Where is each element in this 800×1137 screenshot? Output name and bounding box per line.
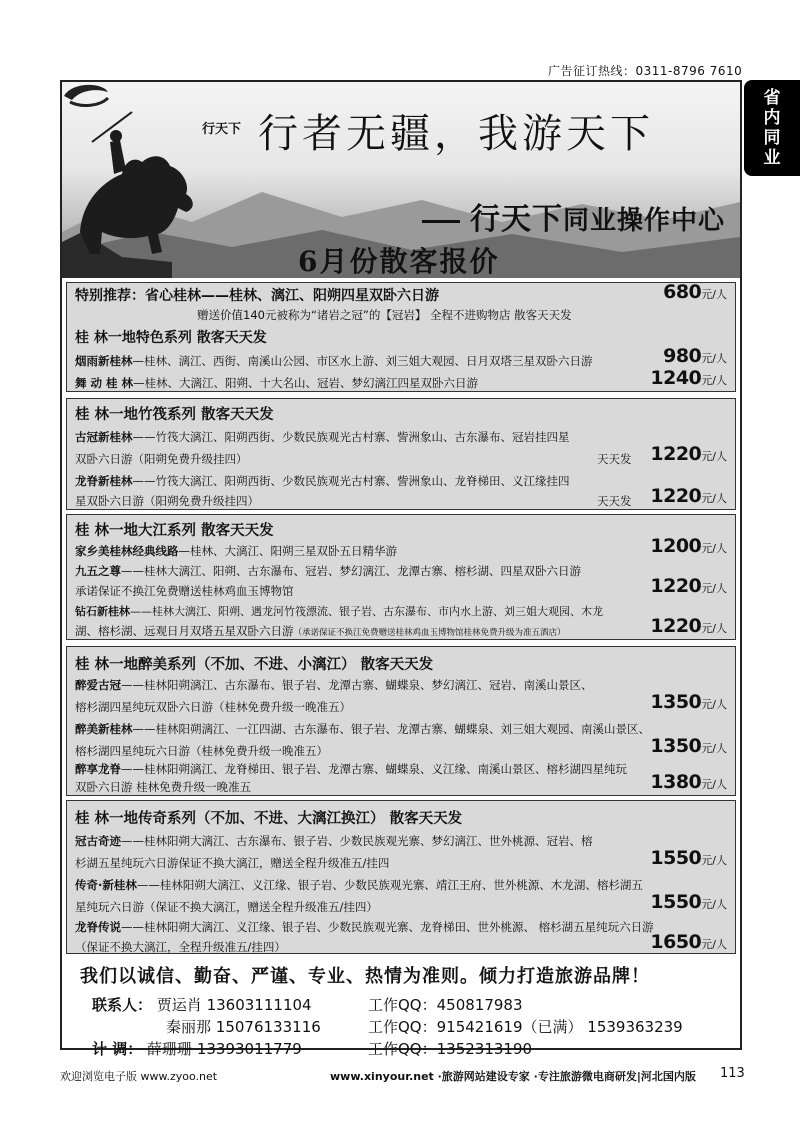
route-row: 古冠新桂林——竹筏大漓江、阳朔西街、少数民族观光古村寨、訾洲象山、古东瀑布、冠岩挂四星	[75, 430, 570, 444]
route-row: 龙脊传说——桂林阳朔大漓江、义江缘、银子岩、少数民族观光寨、龙脊梯田、世外桃源、 榕杉湖五星纯玩六日游	[75, 920, 654, 934]
brand-logo-icon	[62, 82, 158, 110]
section-bamboo-raft	[66, 398, 736, 510]
section-tab	[744, 80, 800, 176]
footer-ebook-link[interactable]: 欢迎浏览电子版 www.zyoo.net	[60, 1070, 218, 1083]
page-number: 113	[720, 1066, 745, 1081]
section-legend	[66, 800, 736, 954]
section-scenic	[66, 646, 736, 796]
contact-row: 秦丽那 15076133116	[166, 1018, 321, 1036]
brand-logo-text: 行天下	[202, 122, 242, 137]
section-tab-char: 内	[763, 108, 781, 128]
daily-departure: 天天发	[597, 452, 632, 466]
qq-row: 工作QQ：1352313190	[368, 1040, 533, 1058]
center-title	[422, 194, 725, 238]
route-row-cont: 湖、榕杉湖、远观日月双塔五星双卧六日游（承诺保证不换江免费赠送桂林鸡血玉博物馆桂林免费升级为准五酒店）	[75, 624, 566, 638]
price: 1220元/人	[650, 485, 727, 507]
price: 1550元/人	[650, 847, 727, 869]
price: 1380元/人	[650, 771, 727, 793]
section-title: 桂 林一地醉美系列（不加、不进、小漓江） 散客天天发	[75, 657, 434, 673]
contact-row: 联系人： 贾运肖 13603111104	[92, 996, 312, 1014]
section-title: 桂 林一地竹筏系列 散客天天发	[75, 407, 274, 423]
section-special	[66, 282, 736, 392]
price: 1200元/人	[650, 535, 727, 557]
title-dash	[422, 220, 460, 223]
footer-site-link[interactable]: www.xinyour.net ·旅游网站建设专家 ·专注旅游微电商研发|河北国内版	[330, 1070, 696, 1083]
company-motto: 我们以诚信、勤奋、严谨、专业、热情为准则。倾力打造旅游品牌！	[80, 966, 650, 987]
route-row-cont: 双卧六日游 桂林免费升级一晚准五	[75, 780, 252, 794]
center-title-rest: 同业操作中心	[563, 206, 726, 236]
section-title: 桂 林一地大江系列 散客天天发	[75, 523, 274, 539]
route-row: 家乡美桂林经典线路—桂林、大漓江、阳朔三星双卧五日精华游	[75, 544, 397, 558]
route-row: 钻石新桂林——桂林大漓江、阳朔、遇龙河竹筏漂流、银子岩、古东瀑布、市内水上游、刘三姐大观园、木龙	[75, 605, 603, 618]
route-row-cont: 承诺保证不换江免费赠送桂林鸡血玉博物馆	[75, 584, 294, 598]
banner	[62, 82, 740, 278]
route-row: 龙脊新桂林——竹筏大漓江、阳朔西街、少数民族观光古村寨、訾洲象山、龙脊梯田、义江缘挂四	[75, 474, 570, 488]
slogan: 行者无疆，我游天下	[258, 111, 654, 157]
route-row: 醉爱古冠——桂林阳朔漓江、古东瀑布、银子岩、龙潭古寨、蝴蝶泉、梦幻漓江、冠岩、南溪山景区、	[75, 678, 593, 692]
daily-departure: 天天发	[597, 494, 632, 508]
price: 1650元/人	[650, 931, 727, 953]
price: 980元/人	[663, 345, 727, 367]
route-row: 烟雨新桂林—桂林、漓江、西街、南溪山公园、市区水上游、刘三姐大观园、日月双塔三星双卧六日游	[75, 354, 593, 368]
route-row: 醉享龙脊——桂林阳朔漓江、龙脊梯田、银子岩、龙潭古寨、蝴蝶泉、义江缘、南溪山景区、榕杉湖四星纯玩	[75, 762, 627, 776]
qq-row: 工作QQ：915421619（已满） 1539363239	[368, 1018, 683, 1036]
route-row-cont: 杉湖五星纯玩六日游保证不换大漓江，赠送全程升级准五/挂四	[75, 856, 390, 870]
price: 1220元/人	[650, 443, 727, 465]
price: 1550元/人	[650, 891, 727, 913]
section-title: 特别推荐：省心桂林——桂林、漓江、阳朔四星双卧六日游	[75, 288, 439, 304]
price: 1220元/人	[650, 575, 727, 597]
route-row: 舞 动 桂 林—桂林、大漓江、阳朔、十大名山、冠岩、梦幻漓江四星双卧六日游	[75, 376, 479, 390]
route-row: 九五之尊——桂林大漓江、阳朔、古东瀑布、冠岩、梦幻漓江、龙潭古寨、榕杉湖、四星双卧六日游	[75, 564, 581, 578]
route-row-cont: 榕杉湖四星纯玩六日游（桂林免费升级一晚准五）	[75, 744, 328, 758]
section-tab-char: 业	[763, 148, 781, 168]
section-tab-char: 同	[763, 128, 781, 148]
month-title: 6月份散客报价	[298, 245, 500, 278]
price: 1350元/人	[650, 691, 727, 713]
price: 1220元/人	[650, 615, 727, 637]
center-brand: 行天下	[470, 202, 563, 237]
series-title: 桂 林一地特色系列 散客天天发	[75, 330, 267, 346]
special-note: 赠送价值140元被称为“诸岩之冠”的【冠岩】 全程不进购物店 散客天天发	[197, 308, 572, 322]
section-big-river	[66, 514, 736, 640]
qq-row: 工作QQ：450817983	[368, 996, 523, 1014]
route-row-cont: 双卧六日游（阳朔免费升级挂四）	[75, 452, 248, 466]
route-row-cont: 榕杉湖四星纯玩双卧六日游（桂林免费升级一晚准五）	[75, 700, 351, 714]
route-row: 冠古奇迹——桂林阳朔大漓江、古东瀑布、银子岩、少数民族观光寨、梦幻漓江、世外桃源、冠岩、榕	[75, 834, 593, 848]
price: 1350元/人	[650, 735, 727, 757]
ad-hotline: 广告征订热线：0311-8796 7610	[548, 64, 743, 78]
section-title: 桂 林一地传奇系列（不加、不进、大漓江换江） 散客天天发	[75, 811, 463, 827]
contact-row: 计 调： 薛珊珊 13393011779	[92, 1040, 302, 1058]
price: 1240元/人	[650, 367, 727, 389]
route-row: 醉美新桂林——桂林阳朔漓江、一江四湖、古东瀑布、银子岩、龙潭古寨、蝴蝶泉、刘三姐大观园、南溪山景区、	[75, 722, 650, 736]
price: 680元/人	[663, 281, 727, 303]
route-row: 传奇·新桂林——桂林阳朔大漓江、义江缘、银子岩、少数民族观光寨、靖江王府、世外桃源、木龙湖、榕杉湖五	[75, 878, 643, 892]
section-tab-char: 省	[763, 88, 781, 108]
route-row-cont: （保证不换大漓江，全程升级准五/挂四）	[75, 940, 286, 954]
route-row-cont: 星纯玩六日游（保证不换大漓江，赠送全程升级准五/挂四）	[75, 900, 378, 914]
route-row-cont: 星双卧六日游（阳朔免费升级挂四）	[75, 494, 259, 508]
